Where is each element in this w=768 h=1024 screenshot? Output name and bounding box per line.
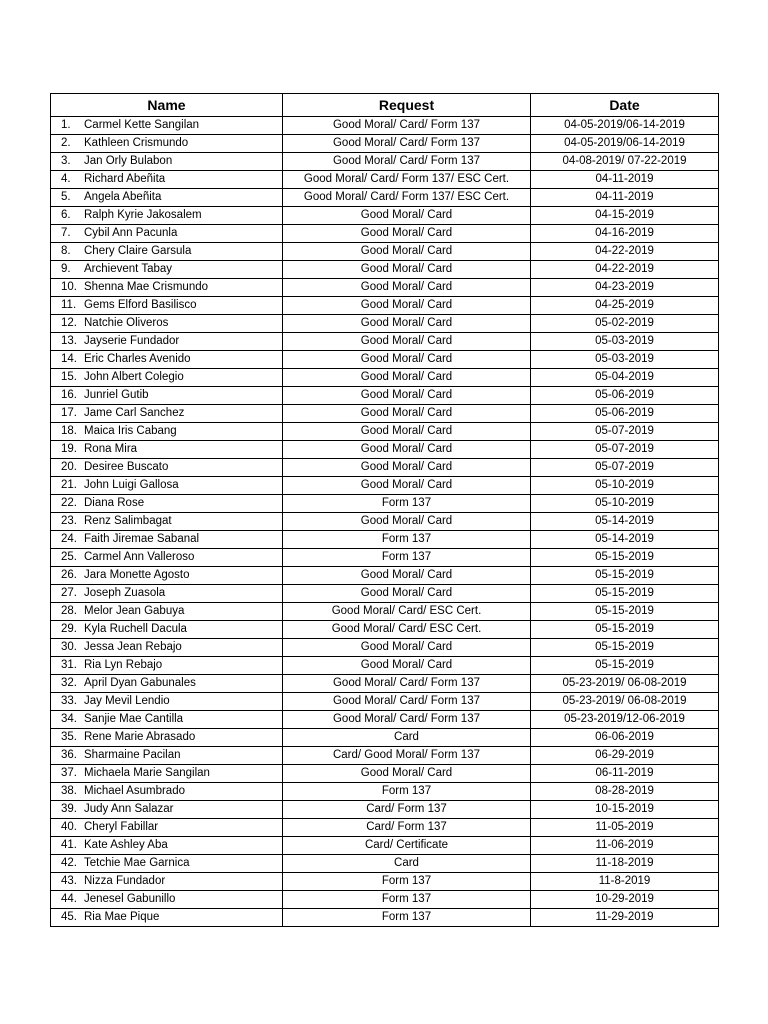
table-row xyxy=(51,243,719,261)
request-cell: Good Moral/ Card/ Form 137 xyxy=(283,693,531,711)
row-number: 7. xyxy=(61,227,71,239)
request-cell: Good Moral/ Card xyxy=(283,243,531,261)
request-cell: Form 137 xyxy=(283,873,531,891)
person-name: Jenesel Gabunillo xyxy=(84,893,176,905)
date-cell: 11-06-2019 xyxy=(531,837,719,855)
row-number: 40. xyxy=(61,821,77,833)
date-cell: 11-18-2019 xyxy=(531,855,719,873)
request-cell: Good Moral/ Card/ Form 137 xyxy=(283,675,531,693)
row-number: 45. xyxy=(61,911,77,923)
table-row xyxy=(51,747,719,765)
row-number: 5. xyxy=(61,191,71,203)
row-number: 15. xyxy=(61,371,77,383)
date-cell: 05-23-2019/ 06-08-2019 xyxy=(531,675,719,693)
request-cell: Card/ Form 137 xyxy=(283,801,531,819)
request-cell: Good Moral/ Card/ Form 137/ ESC Cert. xyxy=(283,189,531,207)
name-cell xyxy=(51,189,283,207)
name-cell xyxy=(51,729,283,747)
request-cell: Form 137 xyxy=(283,891,531,909)
name-cell xyxy=(51,153,283,171)
person-name: Jay Mevil Lendio xyxy=(84,695,170,707)
date-cell: 05-07-2019 xyxy=(531,459,719,477)
row-number: 36. xyxy=(61,749,77,761)
table-row xyxy=(51,549,719,567)
name-cell xyxy=(51,423,283,441)
table-row xyxy=(51,891,719,909)
name-cell xyxy=(51,369,283,387)
person-name: Ria Lyn Rebajo xyxy=(84,659,163,671)
date-cell: 04-22-2019 xyxy=(531,243,719,261)
name-cell xyxy=(51,531,283,549)
table-row xyxy=(51,153,719,171)
table-row xyxy=(51,189,719,207)
name-cell xyxy=(51,837,283,855)
row-number: 6. xyxy=(61,209,71,221)
name-cell xyxy=(51,549,283,567)
row-number: 44. xyxy=(61,893,77,905)
request-cell: Good Moral/ Card xyxy=(283,405,531,423)
person-name: Renz Salimbagat xyxy=(84,515,172,527)
person-name: Archievent Tabay xyxy=(84,263,173,275)
date-cell: 05-15-2019 xyxy=(531,585,719,603)
row-number: 9. xyxy=(61,263,71,275)
name-cell xyxy=(51,477,283,495)
date-cell: 08-28-2019 xyxy=(531,783,719,801)
row-number: 32. xyxy=(61,677,77,689)
table-row xyxy=(51,801,719,819)
name-cell xyxy=(51,657,283,675)
table-row xyxy=(51,225,719,243)
request-cell: Good Moral/ Card xyxy=(283,315,531,333)
name-cell xyxy=(51,117,283,135)
row-number: 13. xyxy=(61,335,77,347)
name-cell xyxy=(51,297,283,315)
header-request: Request xyxy=(283,94,531,117)
name-cell xyxy=(51,909,283,927)
name-cell xyxy=(51,801,283,819)
row-number: 12. xyxy=(61,317,77,329)
table-row xyxy=(51,513,719,531)
name-cell xyxy=(51,747,283,765)
name-cell xyxy=(51,387,283,405)
table-row xyxy=(51,261,719,279)
name-cell xyxy=(51,333,283,351)
date-cell: 11-05-2019 xyxy=(531,819,719,837)
row-number: 35. xyxy=(61,731,77,743)
date-cell: 05-15-2019 xyxy=(531,639,719,657)
name-cell xyxy=(51,567,283,585)
row-number: 23. xyxy=(61,515,77,527)
name-cell xyxy=(51,405,283,423)
request-cell: Good Moral/ Card/ Form 137 xyxy=(283,711,531,729)
name-cell xyxy=(51,603,283,621)
row-number: 25. xyxy=(61,551,77,563)
table-row xyxy=(51,207,719,225)
request-cell: Form 137 xyxy=(283,531,531,549)
table-row xyxy=(51,837,719,855)
date-cell: 11-29-2019 xyxy=(531,909,719,927)
row-number: 41. xyxy=(61,839,77,851)
row-number: 1. xyxy=(61,119,71,131)
table-row xyxy=(51,459,719,477)
date-cell: 05-15-2019 xyxy=(531,657,719,675)
table-row xyxy=(51,657,719,675)
table-row xyxy=(51,675,719,693)
request-cell: Good Moral/ Card xyxy=(283,657,531,675)
date-cell: 04-05-2019/06-14-2019 xyxy=(531,135,719,153)
row-number: 16. xyxy=(61,389,77,401)
request-cell: Form 137 xyxy=(283,495,531,513)
table-row xyxy=(51,423,719,441)
name-cell xyxy=(51,315,283,333)
row-number: 8. xyxy=(61,245,71,257)
table-row xyxy=(51,603,719,621)
person-name: Richard Abeñita xyxy=(84,173,166,185)
table-row xyxy=(51,729,719,747)
row-number: 31. xyxy=(61,659,77,671)
person-name: April Dyan Gabunales xyxy=(84,677,196,689)
date-cell: 04-08-2019/ 07-22-2019 xyxy=(531,153,719,171)
person-name: Joseph Zuasola xyxy=(84,587,166,599)
table-row xyxy=(51,765,719,783)
table-row xyxy=(51,171,719,189)
person-name: Desiree Buscato xyxy=(84,461,169,473)
row-number: 2. xyxy=(61,137,71,149)
request-cell: Good Moral/ Card/ ESC Cert. xyxy=(283,621,531,639)
date-cell: 05-14-2019 xyxy=(531,531,719,549)
person-name: Shenna Mae Crismundo xyxy=(84,281,209,293)
person-name: Faith Jiremae Sabanal xyxy=(84,533,200,545)
name-cell xyxy=(51,675,283,693)
row-number: 42. xyxy=(61,857,77,869)
row-number: 11. xyxy=(61,299,77,311)
table-row xyxy=(51,495,719,513)
request-cell: Card xyxy=(283,855,531,873)
row-number: 24. xyxy=(61,533,77,545)
request-cell: Good Moral/ Card xyxy=(283,477,531,495)
row-number: 18. xyxy=(61,425,77,437)
date-cell: 05-07-2019 xyxy=(531,423,719,441)
name-cell xyxy=(51,693,283,711)
name-cell xyxy=(51,819,283,837)
person-name: Diana Rose xyxy=(84,497,145,509)
date-cell: 10-29-2019 xyxy=(531,891,719,909)
row-number: 34. xyxy=(61,713,77,725)
name-cell xyxy=(51,441,283,459)
name-cell xyxy=(51,855,283,873)
date-cell: 11-8-2019 xyxy=(531,873,719,891)
date-cell: 05-03-2019 xyxy=(531,333,719,351)
person-name: Cybil Ann Pacunla xyxy=(84,227,178,239)
table-row xyxy=(51,477,719,495)
request-cell: Good Moral/ Card xyxy=(283,279,531,297)
table-row xyxy=(51,441,719,459)
person-name: John Albert Colegio xyxy=(84,371,184,383)
table-row xyxy=(51,621,719,639)
table-row xyxy=(51,567,719,585)
table-row xyxy=(51,117,719,135)
person-name: Ria Mae Pique xyxy=(84,911,160,923)
row-number: 3. xyxy=(61,155,71,167)
name-cell xyxy=(51,243,283,261)
name-cell xyxy=(51,261,283,279)
request-cell: Form 137 xyxy=(283,909,531,927)
name-cell xyxy=(51,585,283,603)
person-name: Carmel Kette Sangilan xyxy=(84,119,200,131)
name-cell xyxy=(51,135,283,153)
row-number: 43. xyxy=(61,875,77,887)
table-body xyxy=(51,117,719,927)
table-row xyxy=(51,279,719,297)
request-cell: Good Moral/ Card xyxy=(283,369,531,387)
person-name: Gems Elford Basilisco xyxy=(84,299,197,311)
person-name: Jessa Jean Rebajo xyxy=(84,641,182,653)
date-cell: 06-29-2019 xyxy=(531,747,719,765)
person-name: Chery Claire Garsula xyxy=(84,245,192,257)
request-cell: Good Moral/ Card xyxy=(283,261,531,279)
date-cell: 05-23-2019/12-06-2019 xyxy=(531,711,719,729)
header-row xyxy=(51,94,719,117)
person-name: Kate Ashley Aba xyxy=(84,839,168,851)
table-row xyxy=(51,351,719,369)
request-cell: Card/ Good Moral/ Form 137 xyxy=(283,747,531,765)
request-cell: Form 137 xyxy=(283,783,531,801)
person-name: Ralph Kyrie Jakosalem xyxy=(84,209,202,221)
date-cell: 04-25-2019 xyxy=(531,297,719,315)
table-row xyxy=(51,711,719,729)
date-cell: 05-02-2019 xyxy=(531,315,719,333)
table-row xyxy=(51,531,719,549)
name-cell xyxy=(51,459,283,477)
request-cell: Good Moral/ Card xyxy=(283,765,531,783)
request-cell: Form 137 xyxy=(283,549,531,567)
person-name: Jara Monette Agosto xyxy=(84,569,190,581)
row-number: 27. xyxy=(61,587,77,599)
request-cell: Good Moral/ Card xyxy=(283,441,531,459)
date-cell: 05-10-2019 xyxy=(531,495,719,513)
table-row xyxy=(51,909,719,927)
request-cell: Good Moral/ Card xyxy=(283,585,531,603)
row-number: 26. xyxy=(61,569,77,581)
table-row xyxy=(51,783,719,801)
table-row xyxy=(51,369,719,387)
date-cell: 06-11-2019 xyxy=(531,765,719,783)
table-row xyxy=(51,693,719,711)
table-row xyxy=(51,135,719,153)
person-name: Rona Mira xyxy=(84,443,138,455)
name-cell xyxy=(51,513,283,531)
date-cell: 05-23-2019/ 06-08-2019 xyxy=(531,693,719,711)
request-cell: Good Moral/ Card/ Form 137 xyxy=(283,135,531,153)
person-name: Natchie Oliveros xyxy=(84,317,169,329)
name-cell xyxy=(51,873,283,891)
table-row xyxy=(51,297,719,315)
date-cell: 05-15-2019 xyxy=(531,603,719,621)
table-header xyxy=(51,94,719,117)
request-cell: Good Moral/ Card/ ESC Cert. xyxy=(283,603,531,621)
table-row xyxy=(51,387,719,405)
row-number: 22. xyxy=(61,497,77,509)
person-name: Melor Jean Gabuya xyxy=(84,605,185,617)
name-cell xyxy=(51,891,283,909)
person-name: Sanjie Mae Cantilla xyxy=(84,713,184,725)
date-cell: 04-16-2019 xyxy=(531,225,719,243)
person-name: Michaela Marie Sangilan xyxy=(84,767,210,779)
name-cell xyxy=(51,279,283,297)
table-row xyxy=(51,333,719,351)
table-row xyxy=(51,855,719,873)
request-cell: Good Moral/ Card/ Form 137 xyxy=(283,117,531,135)
table-row xyxy=(51,405,719,423)
row-number: 39. xyxy=(61,803,77,815)
row-number: 10. xyxy=(61,281,77,293)
person-name: John Luigi Gallosa xyxy=(84,479,179,491)
person-name: Sharmaine Pacilan xyxy=(84,749,181,761)
request-cell: Good Moral/ Card xyxy=(283,207,531,225)
row-number: 28. xyxy=(61,605,77,617)
request-cell: Good Moral/ Card xyxy=(283,225,531,243)
date-cell: 04-11-2019 xyxy=(531,171,719,189)
name-cell xyxy=(51,711,283,729)
date-cell: 04-05-2019/06-14-2019 xyxy=(531,117,719,135)
name-cell xyxy=(51,495,283,513)
table-row xyxy=(51,873,719,891)
date-cell: 05-03-2019 xyxy=(531,351,719,369)
person-name: Michael Asumbrado xyxy=(84,785,185,797)
row-number: 14. xyxy=(61,353,77,365)
request-cell: Card/ Certificate xyxy=(283,837,531,855)
date-cell: 05-15-2019 xyxy=(531,567,719,585)
request-cell: Good Moral/ Card xyxy=(283,513,531,531)
row-number: 33. xyxy=(61,695,77,707)
person-name: Judy Ann Salazar xyxy=(84,803,174,815)
date-cell: 05-06-2019 xyxy=(531,387,719,405)
request-cell: Good Moral/ Card/ Form 137 xyxy=(283,153,531,171)
header-name: Name xyxy=(51,94,283,117)
name-cell xyxy=(51,351,283,369)
row-number: 19. xyxy=(61,443,77,455)
request-cell: Good Moral/ Card xyxy=(283,639,531,657)
person-name: Rene Marie Abrasado xyxy=(84,731,196,743)
row-number: 4. xyxy=(61,173,71,185)
row-number: 37. xyxy=(61,767,77,779)
date-cell: 04-11-2019 xyxy=(531,189,719,207)
request-records-table xyxy=(50,93,719,927)
person-name: Maica Iris Cabang xyxy=(84,425,177,437)
date-cell: 10-15-2019 xyxy=(531,801,719,819)
date-cell: 04-23-2019 xyxy=(531,279,719,297)
date-cell: 05-14-2019 xyxy=(531,513,719,531)
date-cell: 05-15-2019 xyxy=(531,621,719,639)
person-name: Kyla Ruchell Dacula xyxy=(84,623,187,635)
request-cell: Good Moral/ Card xyxy=(283,423,531,441)
table-row xyxy=(51,639,719,657)
name-cell xyxy=(51,207,283,225)
person-name: Tetchie Mae Garnica xyxy=(84,857,190,869)
row-number: 21. xyxy=(61,479,77,491)
person-name: Jayserie Fundador xyxy=(84,335,180,347)
name-cell xyxy=(51,765,283,783)
request-cell: Good Moral/ Card xyxy=(283,567,531,585)
request-cell: Card xyxy=(283,729,531,747)
request-cell: Good Moral/ Card xyxy=(283,333,531,351)
request-cell: Good Moral/ Card xyxy=(283,459,531,477)
name-cell xyxy=(51,171,283,189)
name-cell xyxy=(51,621,283,639)
request-cell: Good Moral/ Card xyxy=(283,387,531,405)
date-cell: 05-07-2019 xyxy=(531,441,719,459)
request-cell: Good Moral/ Card xyxy=(283,351,531,369)
name-cell xyxy=(51,783,283,801)
person-name: Eric Charles Avenido xyxy=(84,353,191,365)
date-cell: 05-04-2019 xyxy=(531,369,719,387)
person-name: Angela Abeñita xyxy=(84,191,162,203)
name-cell xyxy=(51,639,283,657)
row-number: 20. xyxy=(61,461,77,473)
row-number: 38. xyxy=(61,785,77,797)
date-cell: 04-15-2019 xyxy=(531,207,719,225)
row-number: 29. xyxy=(61,623,77,635)
row-number: 30. xyxy=(61,641,77,653)
request-cell: Card/ Form 137 xyxy=(283,819,531,837)
person-name: Nizza Fundador xyxy=(84,875,166,887)
table-row xyxy=(51,819,719,837)
person-name: Cheryl Fabillar xyxy=(84,821,159,833)
date-cell: 06-06-2019 xyxy=(531,729,719,747)
person-name: Kathleen Crismundo xyxy=(84,137,189,149)
date-cell: 05-10-2019 xyxy=(531,477,719,495)
request-cell: Good Moral/ Card xyxy=(283,297,531,315)
person-name: Jan Orly Bulabon xyxy=(84,155,173,167)
person-name: Carmel Ann Valleroso xyxy=(84,551,195,563)
date-cell: 05-06-2019 xyxy=(531,405,719,423)
name-cell xyxy=(51,225,283,243)
table-row xyxy=(51,315,719,333)
date-cell: 04-22-2019 xyxy=(531,261,719,279)
row-number: 17. xyxy=(61,407,77,419)
person-name: Jame Carl Sanchez xyxy=(84,407,185,419)
person-name: Junriel Gutib xyxy=(84,389,149,401)
header-date: Date xyxy=(531,94,719,117)
request-cell: Good Moral/ Card/ Form 137/ ESC Cert. xyxy=(283,171,531,189)
date-cell: 05-15-2019 xyxy=(531,549,719,567)
table-row xyxy=(51,585,719,603)
